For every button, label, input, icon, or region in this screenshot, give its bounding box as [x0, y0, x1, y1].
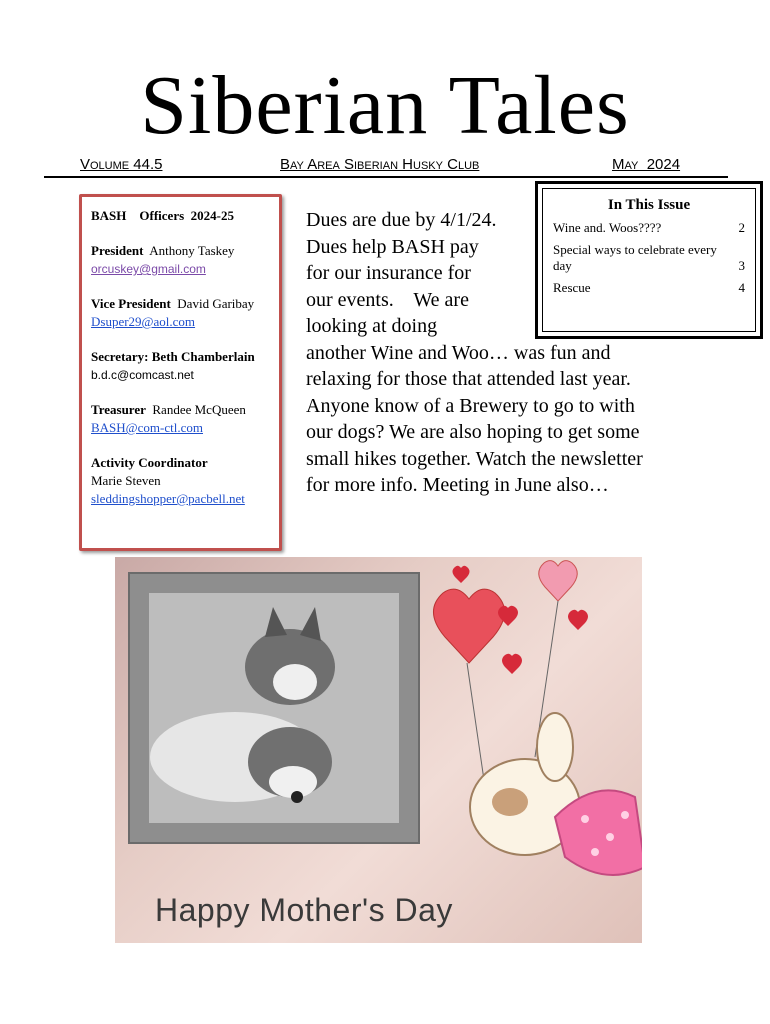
treasurer-role: Treasurer — [91, 402, 146, 417]
club-name: Bay Area Siberian Husky Club — [280, 156, 480, 173]
toc-item-title: Wine and. Woos???? — [553, 220, 662, 235]
husky-muzzle-icon — [273, 664, 317, 700]
toc-item-title: Rescue — [553, 280, 591, 295]
toc-item-page: 4 — [738, 280, 745, 295]
secretary-email: b.d.c@comcast.net — [91, 368, 194, 382]
treasurer-name: Randee McQueen — [152, 402, 246, 417]
heart-balloon-icon — [539, 561, 578, 601]
heart-balloon-icon — [433, 589, 504, 663]
bunny-ear-icon — [537, 713, 573, 781]
dues-article — [306, 207, 706, 499]
dress-dot — [621, 811, 629, 819]
masthead-rule — [44, 176, 728, 178]
article-line: another Wine and Woo… was fun and — [306, 341, 611, 364]
masthead-info-line — [80, 156, 695, 176]
coordinator-role: Activity Coordinator — [91, 455, 208, 470]
small-heart-icon — [502, 654, 522, 674]
coordinator-name: Marie Steven — [91, 473, 161, 488]
toc-item-page: 2 — [738, 220, 745, 235]
article-line: our dogs? We are also hoping to get some — [306, 421, 640, 443]
vp-role: Vice President — [91, 296, 171, 311]
article-line: looking at doing — [306, 315, 438, 337]
bunny-nose-icon — [492, 788, 528, 816]
article-line: relaxing for those that attended last year. — [306, 368, 631, 390]
treasurer-email-link[interactable]: BASH@com-ctl.com — [91, 420, 203, 435]
volume-label: Volume 44.5 — [80, 156, 163, 173]
coordinator-email-link[interactable]: sleddingshopper@pacbell.net — [91, 491, 245, 506]
article-line: Dues help BASH pay — [306, 235, 479, 258]
card-illustration — [115, 557, 642, 943]
article-line: Anyone know of a Brewery to go to with — [306, 394, 635, 417]
article-line: for our insurance for — [306, 262, 471, 284]
secretary-role: Secretary: Beth Chamberlain — [91, 349, 255, 364]
toc-item-title: Special ways to celebrate every day — [553, 242, 717, 273]
dress-dot — [591, 848, 599, 856]
president-email-link[interactable]: orcuskey@gmail.com — [91, 262, 206, 276]
issue-date: May 2024 — [612, 156, 681, 173]
toc-item-page: 3 — [738, 258, 745, 273]
vp-name: David Garibay — [177, 296, 255, 311]
balloon-string — [467, 663, 485, 787]
in-this-issue-heading: In This Issue — [607, 197, 691, 213]
president-name: Anthony Taskey — [149, 243, 235, 258]
article-line: Dues are due by 4/1/24. — [306, 209, 497, 231]
small-heart-icon — [453, 566, 470, 583]
vp-email-link[interactable]: Dsuper29@aol.com — [91, 314, 196, 329]
husky-nose-icon — [291, 791, 303, 803]
mothers-day-card-image — [115, 557, 642, 943]
officers-box — [79, 194, 282, 551]
dress-dot — [606, 833, 614, 841]
article-line: for more info. Meeting in June also… — [306, 474, 609, 496]
article-line: our events. We are — [306, 288, 469, 311]
president-role: President — [91, 243, 144, 258]
dress-dot — [581, 815, 589, 823]
officers-heading: BASH Officers 2024-25 — [91, 208, 234, 223]
card-caption: Happy Mother's Day — [155, 892, 453, 928]
small-heart-icon — [568, 610, 588, 630]
article-line: small hikes together. Watch the newsletter — [306, 447, 643, 470]
newsletter-title: Siberian Tales — [140, 59, 630, 152]
